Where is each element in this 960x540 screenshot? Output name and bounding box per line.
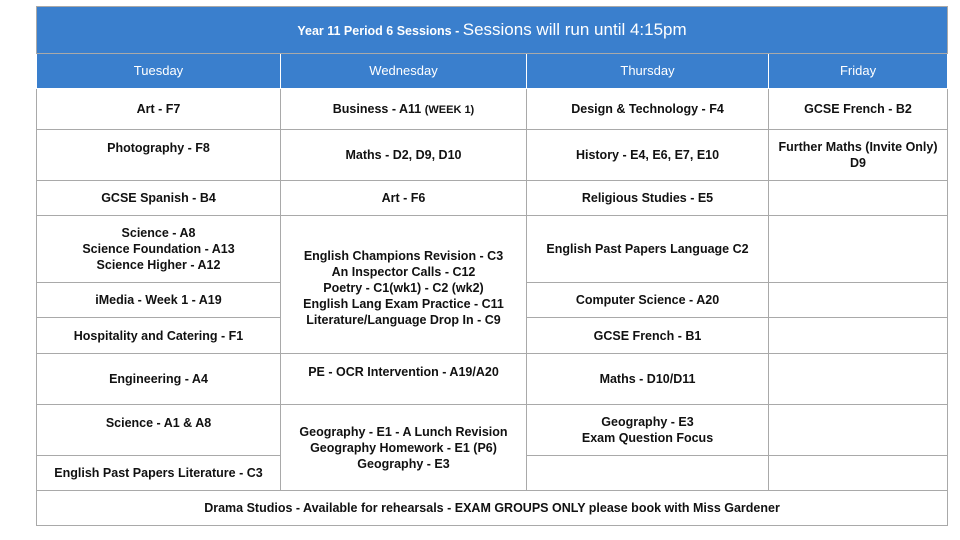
session-cell [37, 216, 281, 283]
empty-cell [769, 354, 948, 405]
session-line: An Inspector Calls - C12 [331, 264, 476, 279]
session-cell: Art - F6 [281, 181, 527, 216]
session-line: Exam Question Focus [581, 431, 714, 445]
session-cell: History - E4, E6, E7, E10 [527, 130, 769, 181]
session-cell: Art - F7 [37, 89, 281, 130]
session-cell: PE - OCR Intervention - A19/A20 [281, 354, 527, 405]
session-line: Geography Homework - E1 (P6) [310, 440, 497, 455]
session-cell [281, 405, 527, 491]
session-text: Business - A11 [332, 101, 422, 116]
session-cell: Science - A1 & A8 [37, 405, 281, 456]
session-cell: English Past Papers Literature - C3 [37, 456, 281, 491]
empty-cell [769, 283, 948, 318]
day-header-friday: Friday [769, 54, 948, 89]
footer-note: Drama Studios - Available for rehearsals - EXAM GROUPS ONLY please book with Miss Gardener [37, 491, 948, 526]
session-line: Geography - E3 [357, 456, 450, 471]
title-text: Year 11 Period 6 Sessions - [297, 23, 460, 38]
session-cell: Computer Science - A20 [527, 283, 769, 318]
session-cell: Maths - D2, D9, D10 [281, 130, 527, 181]
session-cell: Photography - F8 [37, 130, 281, 181]
session-cell [281, 89, 527, 130]
session-line: Science Higher - A12 [96, 258, 221, 272]
session-line: Poetry - C1(wk1) - C2 (wk2) [323, 280, 484, 295]
day-header-wednesday: Wednesday [281, 54, 527, 89]
session-cell: GCSE French - B2 [769, 89, 948, 130]
session-line: Geography - E3 [601, 415, 694, 429]
empty-cell [769, 456, 948, 491]
session-cell: Religious Studies - E5 [527, 181, 769, 216]
session-cell: GCSE French - B1 [527, 318, 769, 354]
schedule-title [37, 7, 948, 54]
empty-cell [769, 318, 948, 354]
session-line: Literature/Language Drop In - C9 [306, 312, 501, 327]
title-subtitle: Sessions will run until 4:15pm [462, 19, 687, 39]
session-cell: Maths - D10/D11 [527, 354, 769, 405]
session-line: Geography - E1 - A Lunch Revision [299, 424, 508, 439]
session-cell: iMedia - Week 1 - A19 [37, 283, 281, 318]
day-header-tuesday: Tuesday [37, 54, 281, 89]
session-line: Science - A8 [121, 226, 196, 240]
session-line: English Lang Exam Practice - C11 [303, 296, 504, 311]
session-cell: English Past Papers Language C2 [527, 216, 769, 283]
session-cell: Design & Technology - F4 [527, 89, 769, 130]
session-note: (WEEK 1) [424, 103, 475, 116]
session-line: Science Foundation - A13 [82, 242, 235, 256]
empty-cell [527, 456, 769, 491]
session-cell [281, 216, 527, 354]
session-cell: GCSE Spanish - B4 [37, 181, 281, 216]
session-cell: Further Maths (Invite Only) D9 [769, 130, 948, 181]
session-line: English Champions Revision - C3 [303, 248, 504, 263]
empty-cell [769, 405, 948, 456]
session-cell [527, 405, 769, 456]
session-cell: Hospitality and Catering - F1 [37, 318, 281, 354]
empty-cell [769, 181, 948, 216]
empty-cell [769, 216, 948, 283]
schedule-table [36, 6, 948, 526]
session-cell: Engineering - A4 [37, 354, 281, 405]
day-header-thursday: Thursday [527, 54, 769, 89]
